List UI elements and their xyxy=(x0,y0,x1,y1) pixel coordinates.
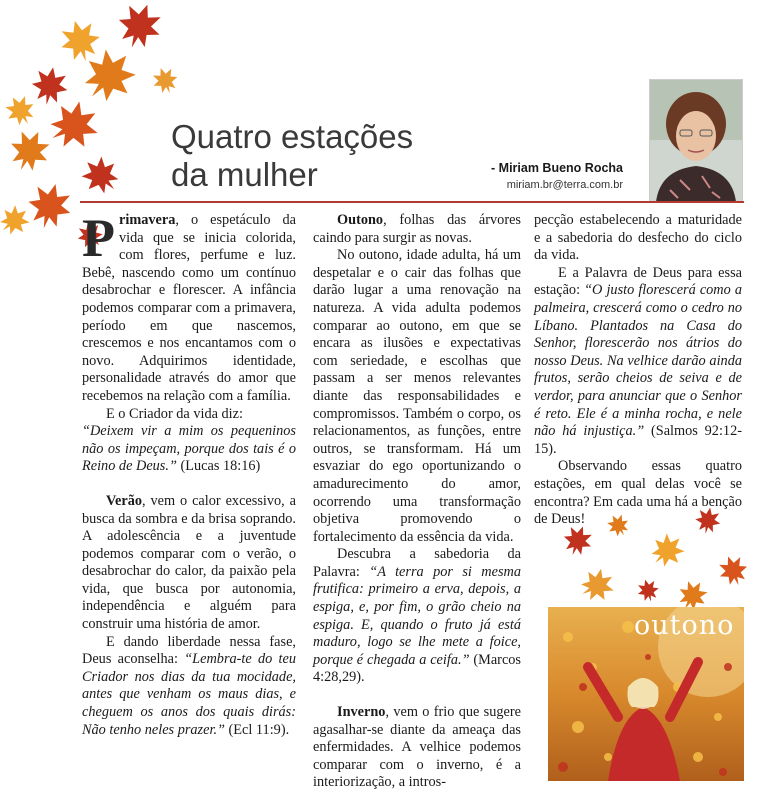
falling-leaves-decoration xyxy=(548,500,758,610)
column-3 xyxy=(534,212,742,529)
portrait-photo xyxy=(649,79,743,203)
paragraph-text: Descubra a sabedoria da Palavra: xyxy=(313,546,521,580)
quote-text: “Lembra-te do teu Criador nos dias da tua mocidade, antes que venham os maus dias, e cheguem os anos dos quais dirás: Não tenho neles prazer.” xyxy=(82,651,296,738)
paragraph-text: E a Palavra de Deus para essa estação: xyxy=(534,264,742,299)
article-title xyxy=(171,118,413,194)
season-image-label: outono xyxy=(634,610,735,641)
paragraph-verao xyxy=(82,493,296,634)
paragraph-text: E o Criador da vida diz: xyxy=(106,405,243,422)
quote-reference: (Marcos 4:28,29). xyxy=(313,651,521,686)
paragraph-text: pecção estabelecendo a maturidade e a sabedoria do desfecho do ciclo da vida. xyxy=(534,212,742,264)
title-divider xyxy=(80,201,744,203)
column-1 xyxy=(82,208,296,739)
paragraph-text: , vem o calor excessivo, a busca da sombra e da brisa soprando. A adolescência e a juventude podemos comparar com o verão, o desabrochar do calor, da paixão pela vida, que busca por autonomia, independência e alguém para construir uma história de amor. xyxy=(82,492,296,633)
paragraph-inverno xyxy=(313,704,521,792)
paragraph-text: E dando liberdade nessa fase, Deus aconselha: xyxy=(82,633,296,668)
quote-reference: (Ecl 11:9). xyxy=(224,721,290,738)
drop-cap: P xyxy=(82,208,115,268)
paragraph-introspeccao xyxy=(534,212,742,265)
paragraph-palavra xyxy=(534,265,742,459)
quote-reference: (Lucas 18:16) xyxy=(176,458,261,475)
paragraph-outono xyxy=(313,212,521,247)
paragraph-idade-adulta xyxy=(313,247,521,546)
quote-text: “O justo florescerá como a palmeira, crescerá como o cedro no Líbano. Plantados na Casa do Senhor, florescerão nos átrios do nosso Deus. Na velhice darão ainda frutos, serão cheios de seiva e de verdor, para anunciar que o Senhor é reto. Ele é a minha rocha, e nele não há injustiça.” xyxy=(534,282,742,440)
column-2 xyxy=(313,212,521,792)
paragraph-liberdade xyxy=(82,634,296,740)
paragraph-text: Observando essas quatro estações, em qual delas você se encontra? Em cada uma há a benção de Deus! xyxy=(534,458,742,528)
season-inverno: Inverno xyxy=(337,704,386,721)
season-verao: Verão xyxy=(106,492,143,509)
paragraph-sabedoria xyxy=(313,546,521,687)
quote-reference: (Salmos 92:12-15). xyxy=(534,423,742,457)
paragraph-criador xyxy=(82,406,296,476)
season-outono: Outono xyxy=(337,212,384,228)
paragraph-text: , folhas das árvores caindo para surgir as novas. xyxy=(313,212,521,246)
author-email: miriam.br@terra.com.br xyxy=(506,179,623,191)
paragraph-text: No outono, idade adulta, há um despetalar e o cair das folhas que darão lugar a uma renovação na natureza. A vida adulta podemos comparar ao outono, em que se encara as ilusões e expectativas com seriedade, e escolhas que passam a ser menos relevantes diante das responsabilidades e compromissos. Também o corpo, os relacionamentos, as funções, entre outros, se transformam. Há um esvaziar do ego oportunizando o amadurecimento do amor, ocorrendo uma transformação objetiva promovendo o fortalecimento da essência da vida. xyxy=(313,247,521,545)
paragraph-text: , vem o frio que sugere agasalhar-se diante da ameaça das enfermidades. A velhice podemos comparar com o inverno, é a interiorização, a intros- xyxy=(313,704,521,791)
quote-text: “A terra por si mesma frutifica: primeiro a erva, depois, a espiga, e, por fim, o grão cheio na espiga. E, quando o fruto já está maduro, logo se lhe mete a foice, porque é chegada a ceifa.” xyxy=(313,563,521,668)
quote-text: “Deixem vir a mim os pequeninos não os impeçam, porque dos tais é o Reino de Deus.” xyxy=(82,423,296,475)
season-primavera: rimavera xyxy=(119,212,176,228)
title-line-1: Quatro estações xyxy=(171,118,414,155)
author-block xyxy=(491,161,623,191)
paragraph-primavera xyxy=(82,208,296,406)
title-line-2: da mulher xyxy=(171,156,318,193)
paragraph-text: , o espetáculo da vida que se inicia colorida, com flores, perfume e luz. Bebê, nascendo como um contínuo desabrochar e florescer. A infância podemos comparar com a primavera, período em que nascemos, crescemos e nos encantamos com o novo. Adquirimos identidade, personalidade através do amor que recebemos na relação com a família. xyxy=(82,212,296,404)
author-name: - Miriam Bueno Rocha xyxy=(491,161,623,175)
